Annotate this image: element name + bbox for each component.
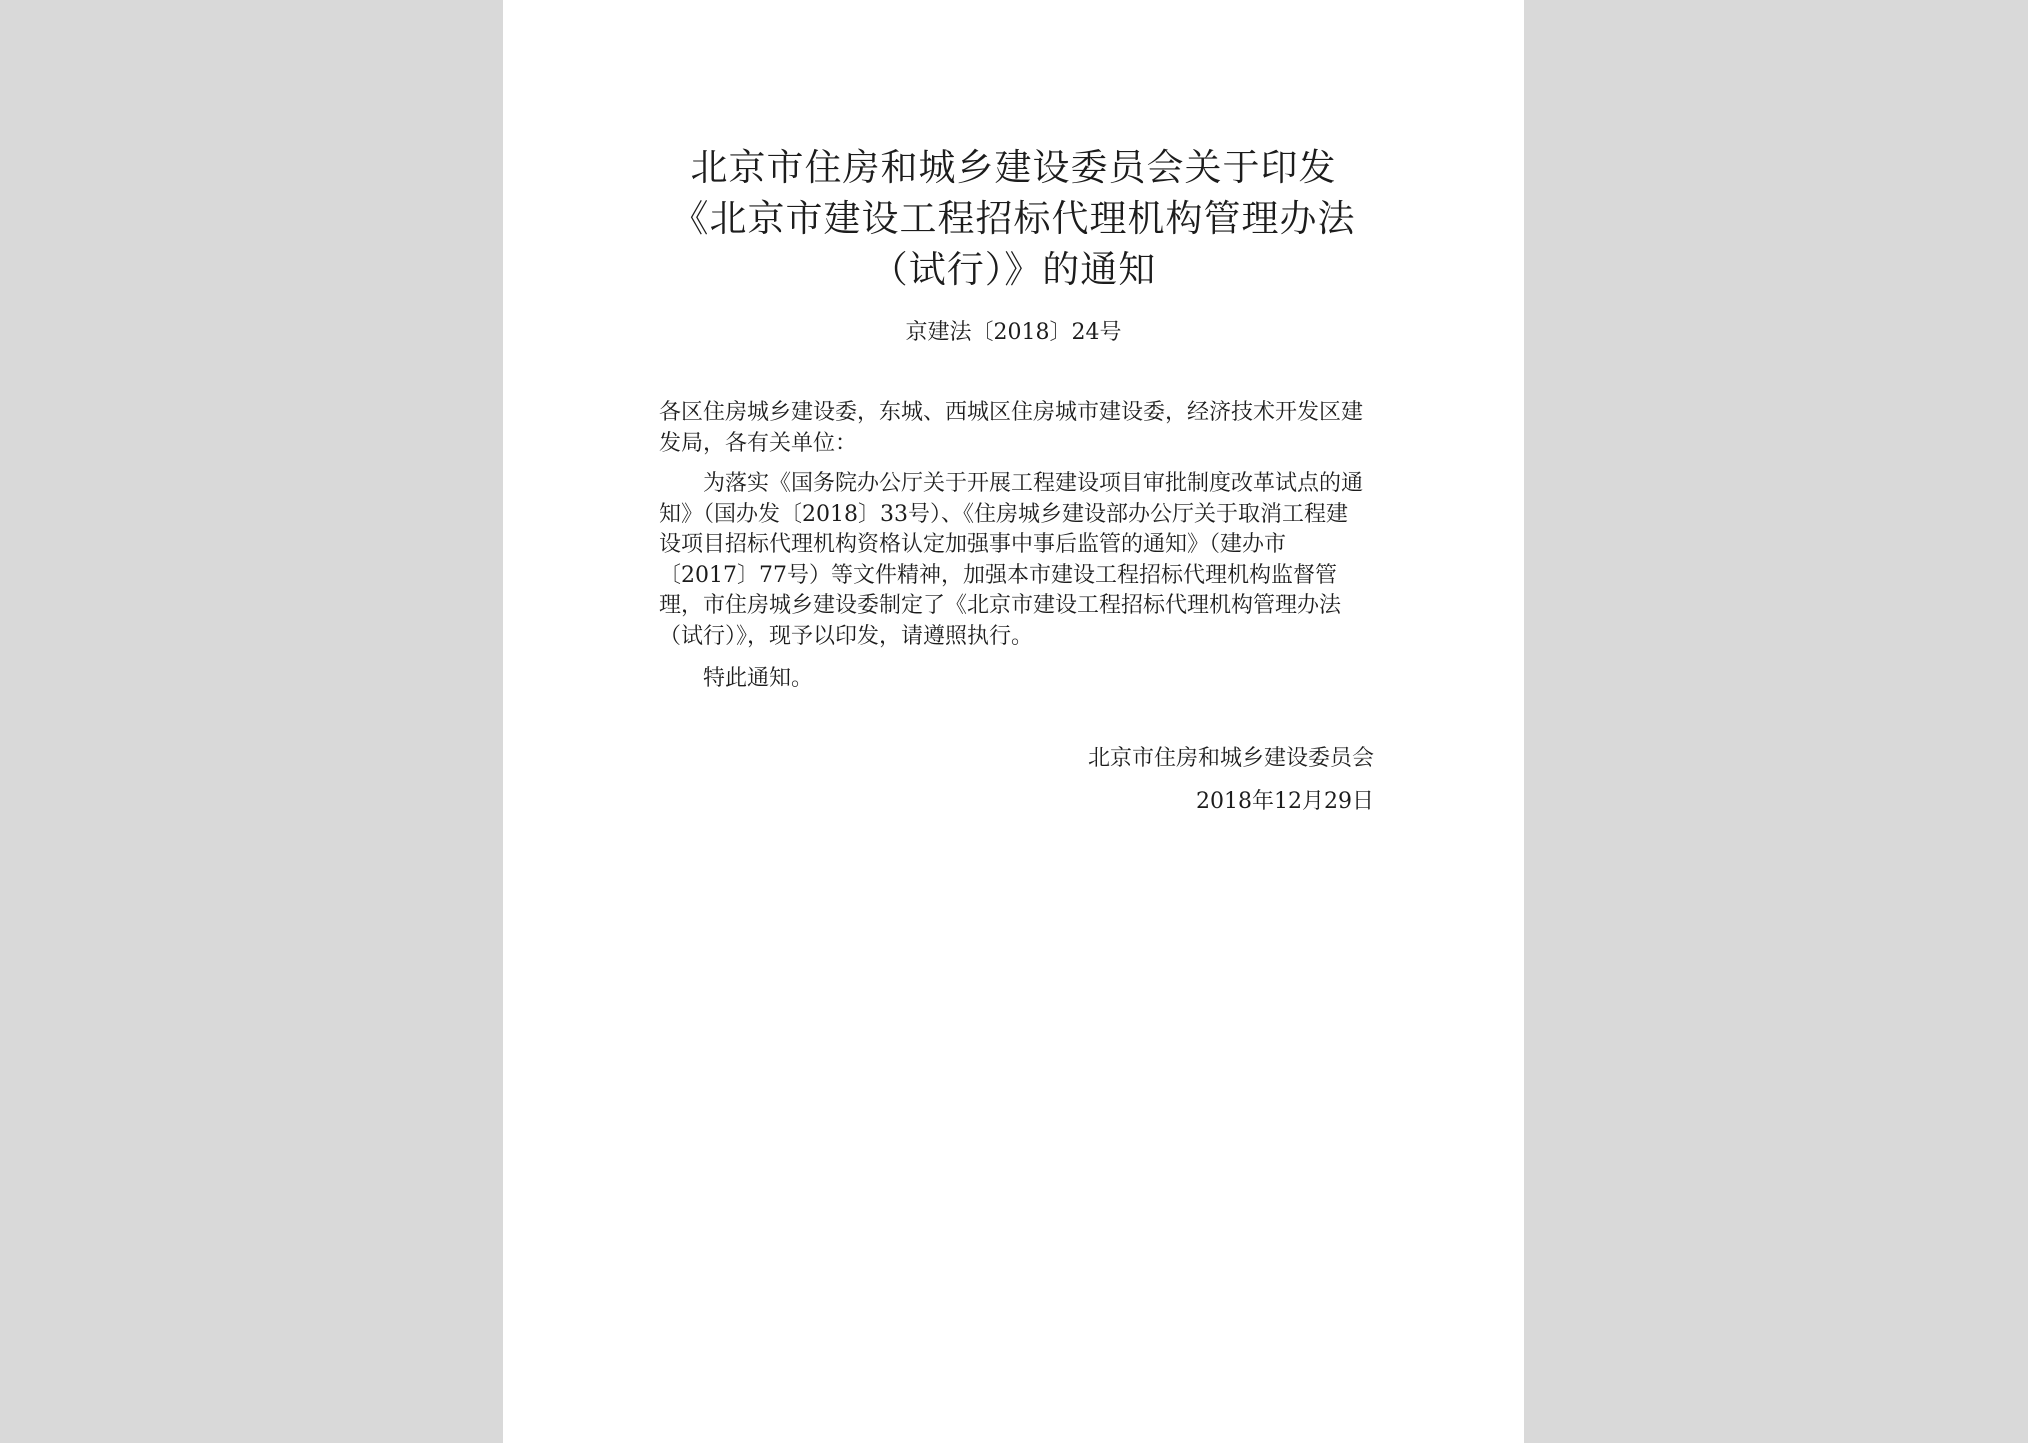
document-body <box>659 398 1369 695</box>
signature-block <box>1088 744 1374 830</box>
document-title <box>503 142 1524 295</box>
document-page <box>503 0 1524 1443</box>
signature-date: 2018年12月29日 <box>1196 789 1374 814</box>
title-line-1: 北京市住房和城乡建设委员会关于印发 <box>690 146 1337 189</box>
document-number: 京建法〔2018〕24号 <box>905 320 1122 345</box>
closing-paragraph: 特此通知。 <box>703 666 814 691</box>
signature-organization: 北京市住房和城乡建设委员会 <box>1087 746 1374 771</box>
body-paragraph: 为落实《国务院办公厅关于开展工程建设项目审批制度改革试点的通知》（国办发〔2018〕33号）、《住房城乡建设部办公厅关于取消工程建设项目招标代理机构资格认定加强事中事后监管的通知》（建办市〔2017〕77号）等文件精神，加强本市建设工程招标代理机构监督管理，市住房城乡建设委制定了《北京市建设工程招标代理机构管理办法（试行）》，现予以印发，请遵照执行。 <box>659 471 1364 649</box>
title-line-3: （试行）》的通知 <box>870 248 1157 291</box>
title-line-2: 《北京市建设工程招标代理机构管理办法 <box>671 197 1356 240</box>
addressee-paragraph: 各区住房城乡建设委，东城、西城区住房城市建设委，经济技术开发区建发局，各有关单位： <box>659 400 1364 456</box>
